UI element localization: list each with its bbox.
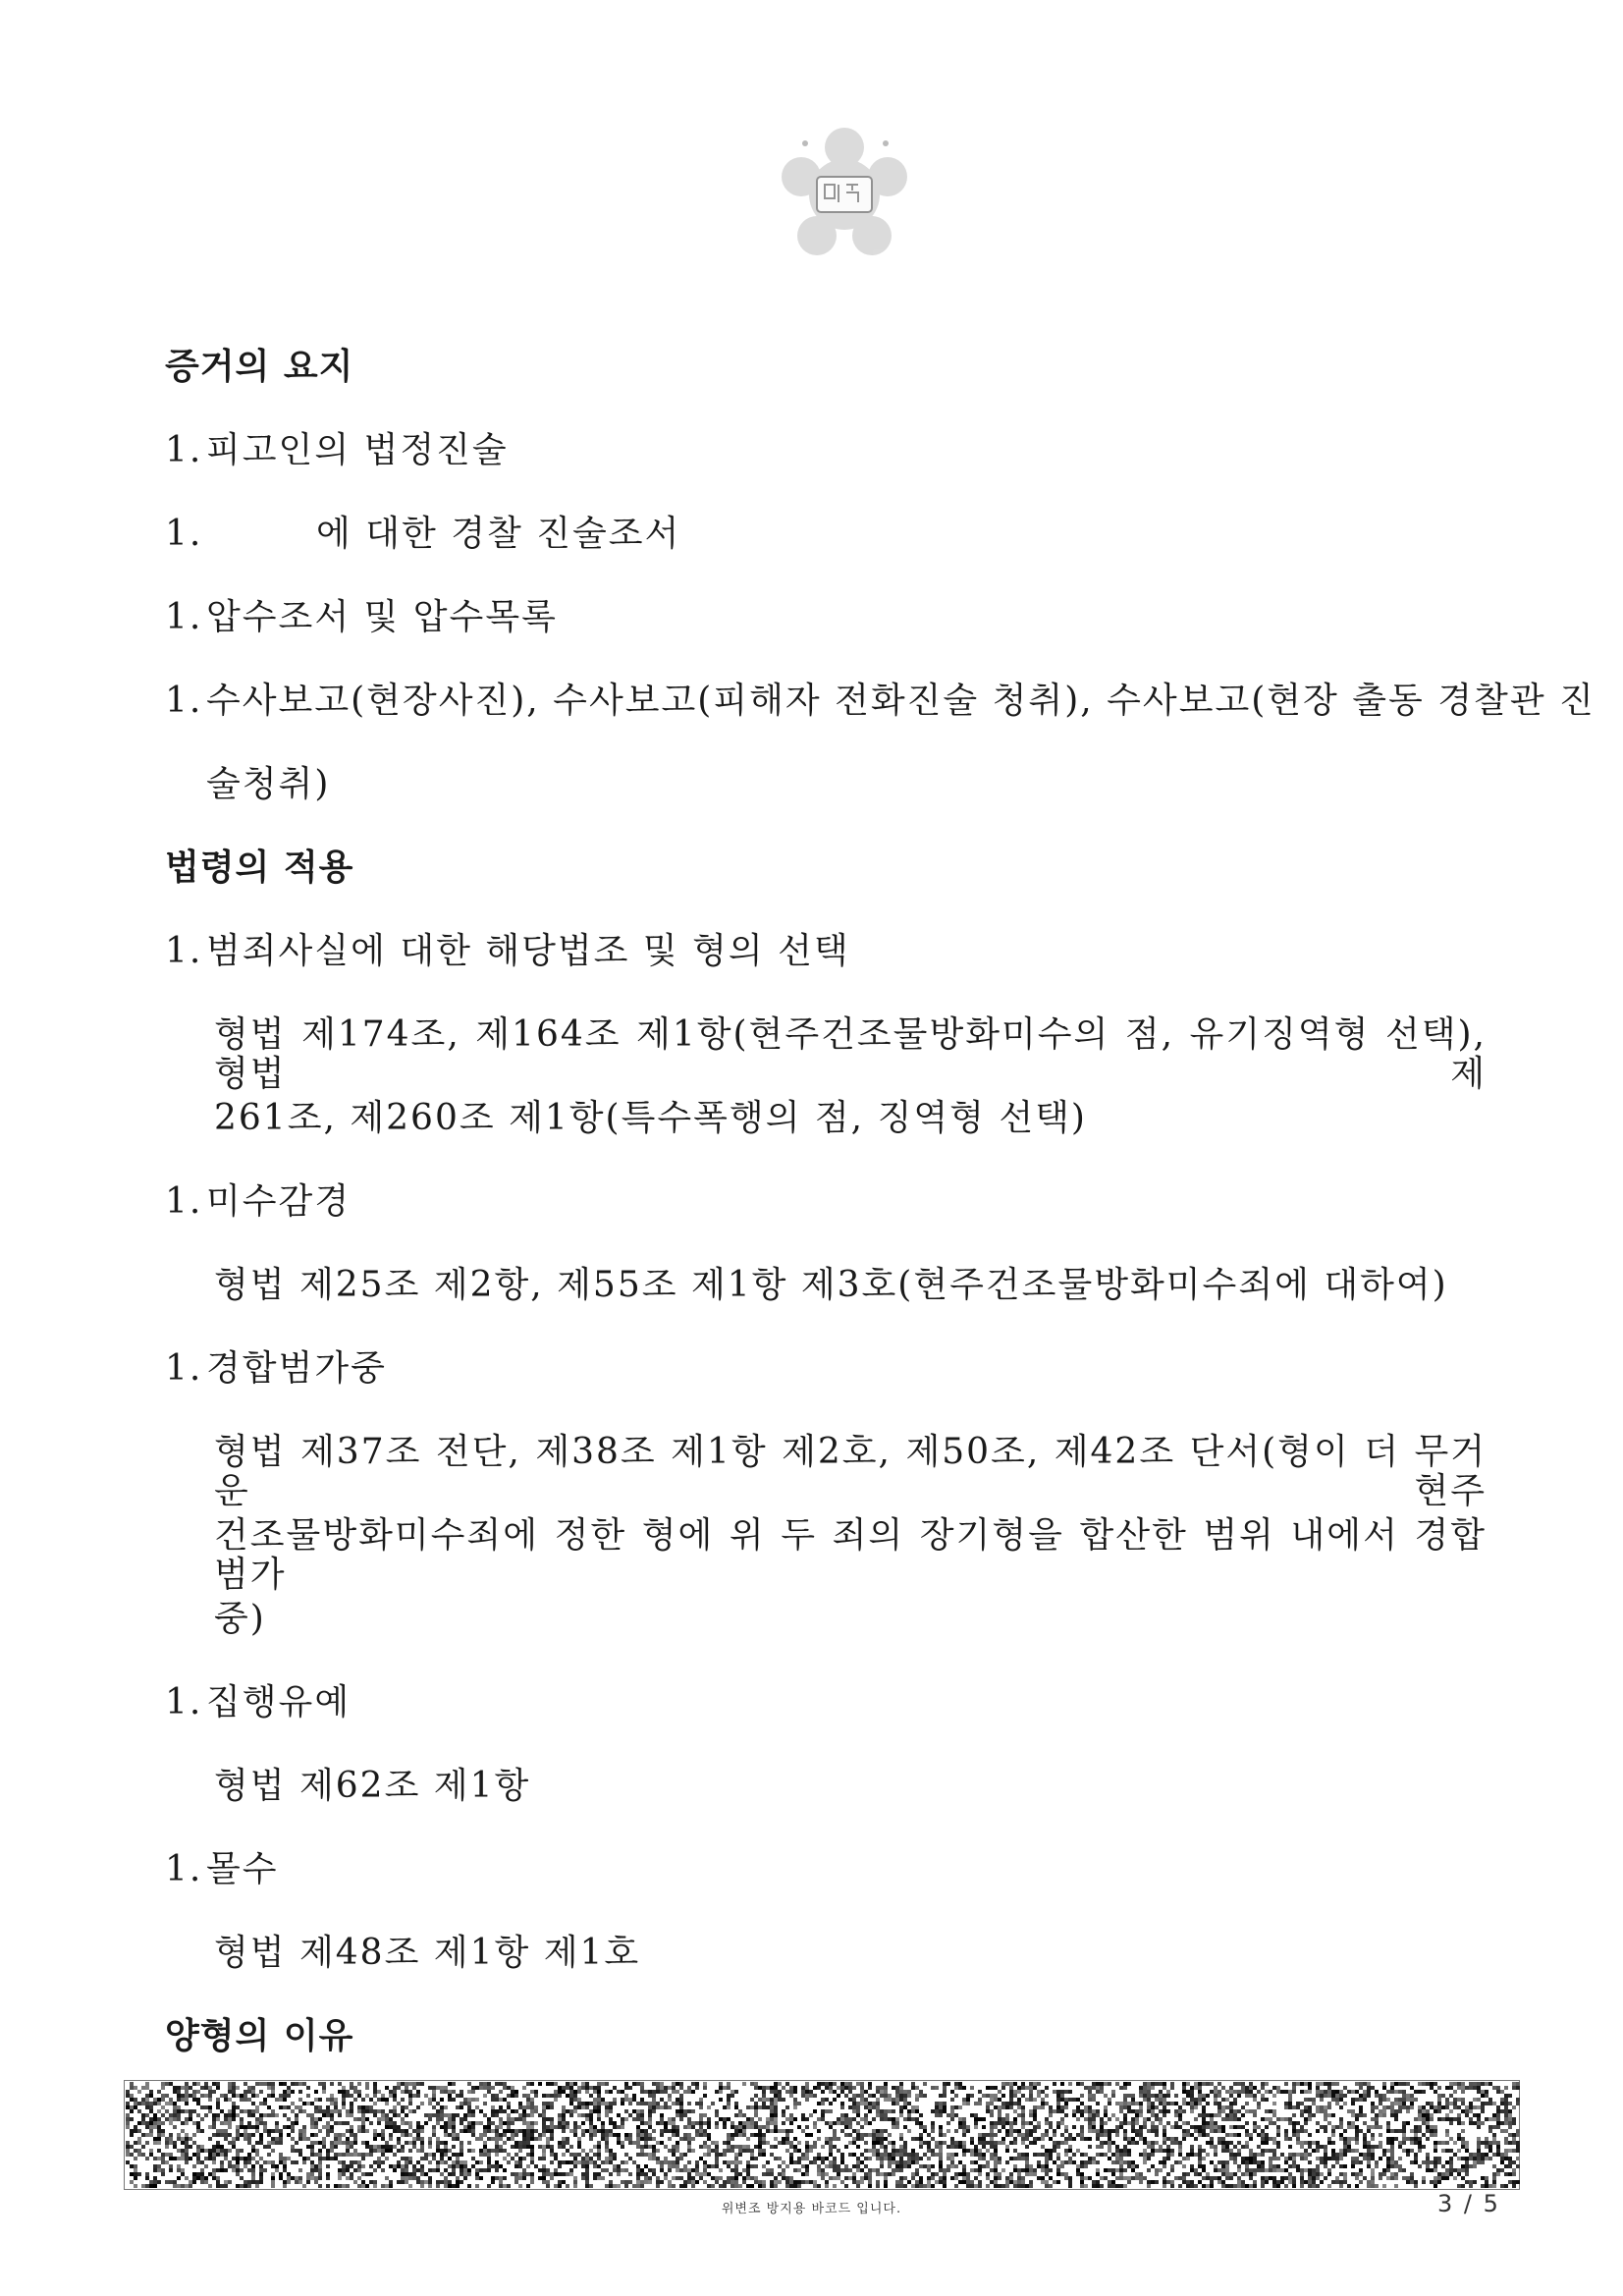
item-number: 1. [165, 681, 203, 721]
item-number: 1. [165, 931, 203, 971]
item-text: 집행유예 [206, 1682, 352, 1722]
item-number: 1. [165, 514, 203, 554]
item-number: 1. [165, 1348, 203, 1389]
evidence-item [165, 431, 509, 470]
page-number: 3 / 5 [1437, 2190, 1500, 2217]
law-item-line: 건조물방화미수죄에 정한 형에 위 두 죄의 장기형을 합산한 범위 내에서 경합범가 [214, 1515, 1487, 1595]
item-number: 1. [165, 1181, 203, 1222]
law-item-line: 형법 제25조 제2항, 제55조 제1항 제3호(현주건조물방화미수죄에 대하여) [214, 1265, 1448, 1305]
court-emblem-icon [766, 126, 923, 273]
item-text: 미수감경 [206, 1181, 352, 1222]
law-item-title [165, 932, 850, 971]
section-heading-evidence: 증거의 요지 [165, 347, 354, 387]
evidence-item-continuation: 술청취) [206, 764, 331, 804]
law-item-title [165, 1349, 387, 1389]
item-text: 경합범가중 [206, 1348, 387, 1389]
law-item-line: 형법 제48조 제1항 제1호 [214, 1933, 641, 1973]
law-item-title [165, 1182, 351, 1222]
law-item-title [165, 1683, 351, 1722]
law-item-line: 중) [214, 1599, 266, 1639]
law-item-line: 형법 제62조 제1항 [214, 1766, 531, 1806]
law-item-line: 형법 제174조, 제164조 제1항(현주건조물방화미수의 점, 유기징역형 선택), 형법 제 [214, 1014, 1487, 1094]
anti-forgery-barcode [124, 2080, 1520, 2190]
item-number: 1. [165, 1849, 203, 1889]
item-number: 1. [165, 1682, 203, 1722]
item-number: 1. [165, 597, 203, 637]
law-item-title [165, 1850, 279, 1889]
item-number: 1. [165, 430, 203, 470]
section-heading-sentencing: 양형의 이유 [165, 2016, 354, 2056]
evidence-item [165, 515, 680, 554]
item-text: 피고인의 법정진술 [206, 430, 509, 470]
item-text: 범죄사실에 대한 해당법조 및 형의 선택 [206, 931, 850, 971]
item-text: 수사보고(현장사진), 수사보고(피해자 전화진술 청취), 수사보고(현장 출동 경찰관 진 [206, 681, 1596, 721]
evidence-item [165, 681, 1596, 721]
law-item-line: 261조, 제260조 제1항(특수폭행의 점, 징역형 선택) [214, 1098, 1087, 1138]
item-text: 에 대한 경찰 진술조서 [316, 514, 681, 554]
barcode-caption: 위변조 방지용 바코드 입니다. [721, 2202, 902, 2216]
evidence-item [165, 598, 558, 637]
item-text: 압수조서 및 압수목록 [206, 597, 558, 637]
section-heading-law: 법령의 적용 [165, 847, 354, 888]
item-text: 몰수 [206, 1849, 279, 1889]
law-item-line: 형법 제37조 전단, 제38조 제1항 제2호, 제50조, 제42조 단서(형이 더 무거운 현주 [214, 1432, 1487, 1511]
